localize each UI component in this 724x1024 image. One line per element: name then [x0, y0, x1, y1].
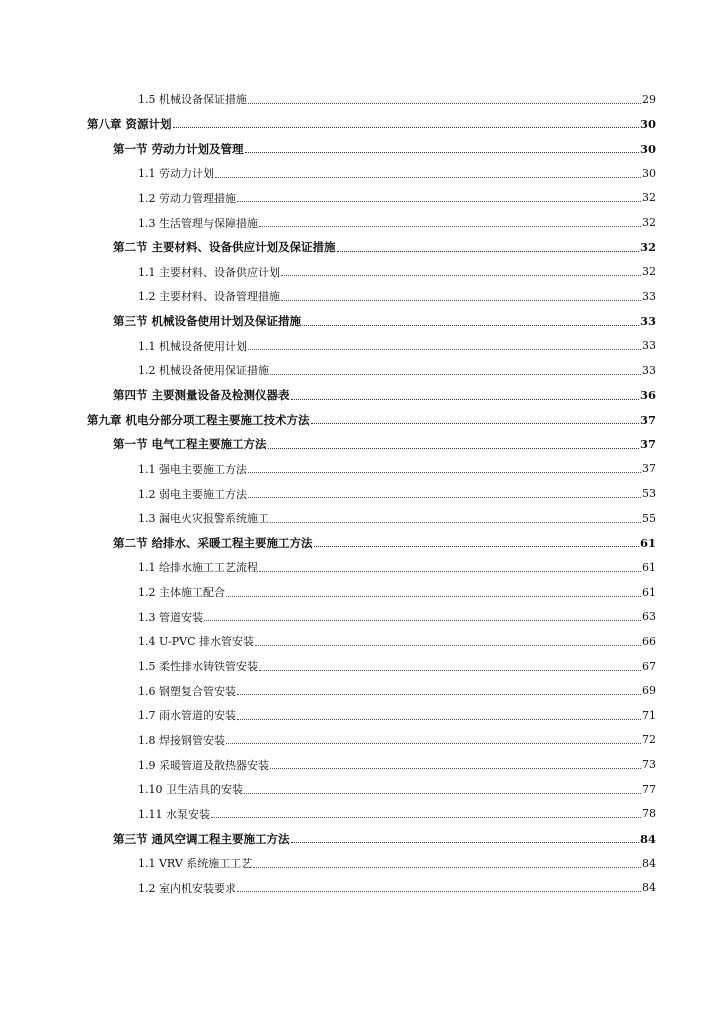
- toc-section-row[interactable]: [0, 432, 724, 457]
- toc-item-row[interactable]: [0, 457, 724, 482]
- toc-item-row[interactable]: [0, 604, 724, 629]
- dot-leader: [311, 423, 639, 424]
- toc-section-row[interactable]: [0, 826, 724, 851]
- toc-entry-title: 第三节 通风空调工程主要施工方法: [113, 831, 290, 846]
- toc-entry-title: 第八章 资源计划: [87, 116, 172, 131]
- toc-entry-title: 1.5 柔性排水铸铁管安装: [138, 660, 258, 674]
- toc-entry-title: 第一节 电气工程主要施工方法: [113, 437, 267, 452]
- toc-item-row[interactable]: [0, 87, 724, 112]
- toc-entry-title: 1.4 U-PVC 排水管安装: [138, 635, 255, 649]
- toc-entry-title: 1.1 给排水施工工艺流程: [138, 561, 258, 575]
- toc-item-row[interactable]: [0, 210, 724, 235]
- toc-page-number: 61: [642, 585, 656, 599]
- dot-leader: [237, 201, 641, 202]
- toc-page-number: 33: [639, 314, 656, 329]
- dot-leader: [248, 497, 641, 498]
- dot-leader: [248, 103, 641, 104]
- toc-entry-title: 1.10 卫生洁具的安装: [138, 783, 243, 797]
- toc-entry-title: 1.8 焊接钢管安装: [138, 733, 225, 747]
- dot-leader: [270, 768, 641, 769]
- toc-section-row[interactable]: [0, 531, 724, 556]
- dot-leader: [270, 522, 641, 523]
- toc-chapter-row[interactable]: [0, 407, 724, 432]
- dot-leader: [237, 694, 641, 695]
- toc-item-row[interactable]: [0, 358, 724, 383]
- toc-entry-title: 第一节 劳动力计划及管理: [113, 141, 244, 156]
- toc-page-number: 77: [642, 782, 656, 796]
- dot-leader: [226, 743, 641, 744]
- toc-page-number: 55: [642, 511, 656, 525]
- toc-item-row[interactable]: [0, 506, 724, 531]
- toc-item-row[interactable]: [0, 728, 724, 753]
- toc-entry-title: 1.6 钢塑复合管安装: [138, 684, 236, 698]
- toc-item-row[interactable]: [0, 851, 724, 876]
- toc-page-number: 29: [642, 92, 656, 106]
- toc-entry-title: 1.1 VRV 系统施工工艺: [138, 857, 253, 871]
- toc-page-number: 32: [642, 191, 656, 205]
- toc-page-number: 53: [642, 487, 656, 501]
- toc-page-number: 30: [639, 116, 656, 131]
- dot-leader: [253, 867, 641, 868]
- dot-leader: [245, 152, 639, 153]
- toc-entry-title: 1.3 生活管理与保障措施: [138, 216, 258, 230]
- dot-leader: [281, 300, 641, 301]
- toc-page-number: 84: [639, 831, 656, 846]
- dot-leader: [248, 349, 641, 350]
- toc-chapter-row[interactable]: [0, 112, 724, 137]
- dot-leader: [291, 399, 639, 400]
- dot-leader: [215, 177, 641, 178]
- dot-leader: [237, 891, 641, 892]
- toc-page-number: 37: [639, 412, 656, 427]
- toc-item-row[interactable]: [0, 802, 724, 827]
- dot-leader: [259, 670, 641, 671]
- toc-page-number: 33: [642, 363, 656, 377]
- toc-item-row[interactable]: [0, 752, 724, 777]
- toc-entry-title: 第九章 机电分部分项工程主要施工技术方法: [87, 412, 310, 427]
- toc-entry-title: 第二节 主要材料、设备供应计划及保证措施: [113, 240, 336, 255]
- toc-section-row[interactable]: [0, 136, 724, 161]
- dot-leader: [259, 226, 641, 227]
- toc-item-row[interactable]: [0, 703, 724, 728]
- toc-page-number: 78: [642, 807, 656, 821]
- toc-page-number: 30: [639, 141, 656, 156]
- dot-leader: [270, 374, 641, 375]
- toc-entry-title: 1.1 主要材料、设备供应计划: [138, 265, 280, 279]
- toc-page-number: 36: [639, 388, 656, 402]
- toc-page-number: 63: [642, 610, 656, 624]
- dot-leader: [281, 275, 641, 276]
- toc-page-number: 32: [642, 265, 656, 279]
- toc-item-row[interactable]: [0, 259, 724, 284]
- toc-entry-title: 1.1 劳动力计划: [138, 167, 214, 181]
- toc-item-row[interactable]: [0, 555, 724, 580]
- toc-entry-title: 1.11 水泵安装: [138, 807, 210, 821]
- dot-leader: [291, 842, 639, 843]
- toc-entry-title: 第三节 机械设备使用计划及保证措施: [113, 314, 302, 329]
- toc-item-row[interactable]: [0, 629, 724, 654]
- toc-item-row[interactable]: [0, 777, 724, 802]
- toc-page-number: 33: [642, 289, 656, 303]
- toc-item-row[interactable]: [0, 333, 724, 358]
- toc-entry-title: 1.2 主要材料、设备管理措施: [138, 290, 280, 304]
- toc-page-number: 37: [639, 437, 656, 452]
- toc-page-number: 72: [642, 733, 656, 747]
- toc-item-row[interactable]: [0, 161, 724, 186]
- toc-item-row[interactable]: [0, 580, 724, 605]
- dot-leader: [248, 472, 641, 473]
- dot-leader: [173, 127, 639, 128]
- toc-page-number: 61: [642, 560, 656, 574]
- toc-entry-title: 1.2 主体施工配合: [138, 586, 225, 600]
- toc-entry-title: 1.3 管道安装: [138, 610, 203, 624]
- toc-page-number: 66: [642, 634, 656, 648]
- toc-entry-title: 1.9 采暖管道及散热器安装: [138, 758, 269, 772]
- toc-entry-title: 第四节 主要测量设备及检测仪器表: [113, 388, 290, 402]
- toc-page-number: 30: [642, 166, 656, 180]
- toc-page-number: 67: [642, 659, 656, 673]
- toc-page-number: 32: [639, 240, 656, 255]
- toc-entry-title: 1.2 机械设备使用保证措施: [138, 364, 269, 378]
- toc-section-row[interactable]: [0, 309, 724, 334]
- table-of-contents: [0, 87, 724, 900]
- toc-entry-title: 1.7 雨水管道的安装: [138, 709, 236, 723]
- dot-leader: [314, 546, 639, 547]
- toc-entry-title: 1.2 弱电主要施工方法: [138, 487, 247, 501]
- dot-leader: [244, 793, 641, 794]
- toc-item-row[interactable]: [0, 186, 724, 211]
- dot-leader: [237, 719, 641, 720]
- toc-page-number: 37: [642, 462, 656, 476]
- dot-leader: [259, 571, 641, 572]
- dot-leader: [211, 817, 641, 818]
- toc-page-number: 84: [642, 856, 656, 870]
- toc-section-row[interactable]: [0, 383, 724, 408]
- toc-entry-title: 1.1 机械设备使用计划: [138, 339, 247, 353]
- dot-leader: [268, 448, 639, 449]
- toc-page-number: 84: [642, 881, 656, 895]
- toc-item-row[interactable]: [0, 678, 724, 703]
- toc-entry-title: 1.2 室内机安装要求: [138, 881, 236, 895]
- toc-item-row[interactable]: [0, 654, 724, 679]
- dot-leader: [255, 645, 641, 646]
- dot-leader: [204, 620, 641, 621]
- toc-page-number: 69: [642, 684, 656, 698]
- toc-page-number: 33: [642, 339, 656, 353]
- toc-page-number: 61: [639, 535, 656, 550]
- toc-item-row[interactable]: [0, 876, 724, 901]
- toc-entry-title: 1.1 强电主要施工方法: [138, 462, 247, 476]
- toc-entry-title: 1.2 劳动力管理措施: [138, 191, 236, 205]
- toc-item-row[interactable]: [0, 481, 724, 506]
- toc-entry-title: 第二节 给排水、采暖工程主要施工方法: [113, 535, 313, 550]
- toc-item-row[interactable]: [0, 284, 724, 309]
- toc-page-number: 73: [642, 758, 656, 772]
- toc-entry-title: 1.5 机械设备保证措施: [138, 93, 247, 107]
- dot-leader: [302, 325, 639, 326]
- toc-page-number: 71: [642, 708, 656, 722]
- toc-page-number: 32: [642, 216, 656, 230]
- dot-leader: [337, 251, 639, 252]
- toc-entry-title: 1.3 漏电火灾报警系统施工: [138, 512, 269, 526]
- dot-leader: [226, 596, 641, 597]
- toc-section-row[interactable]: [0, 235, 724, 260]
